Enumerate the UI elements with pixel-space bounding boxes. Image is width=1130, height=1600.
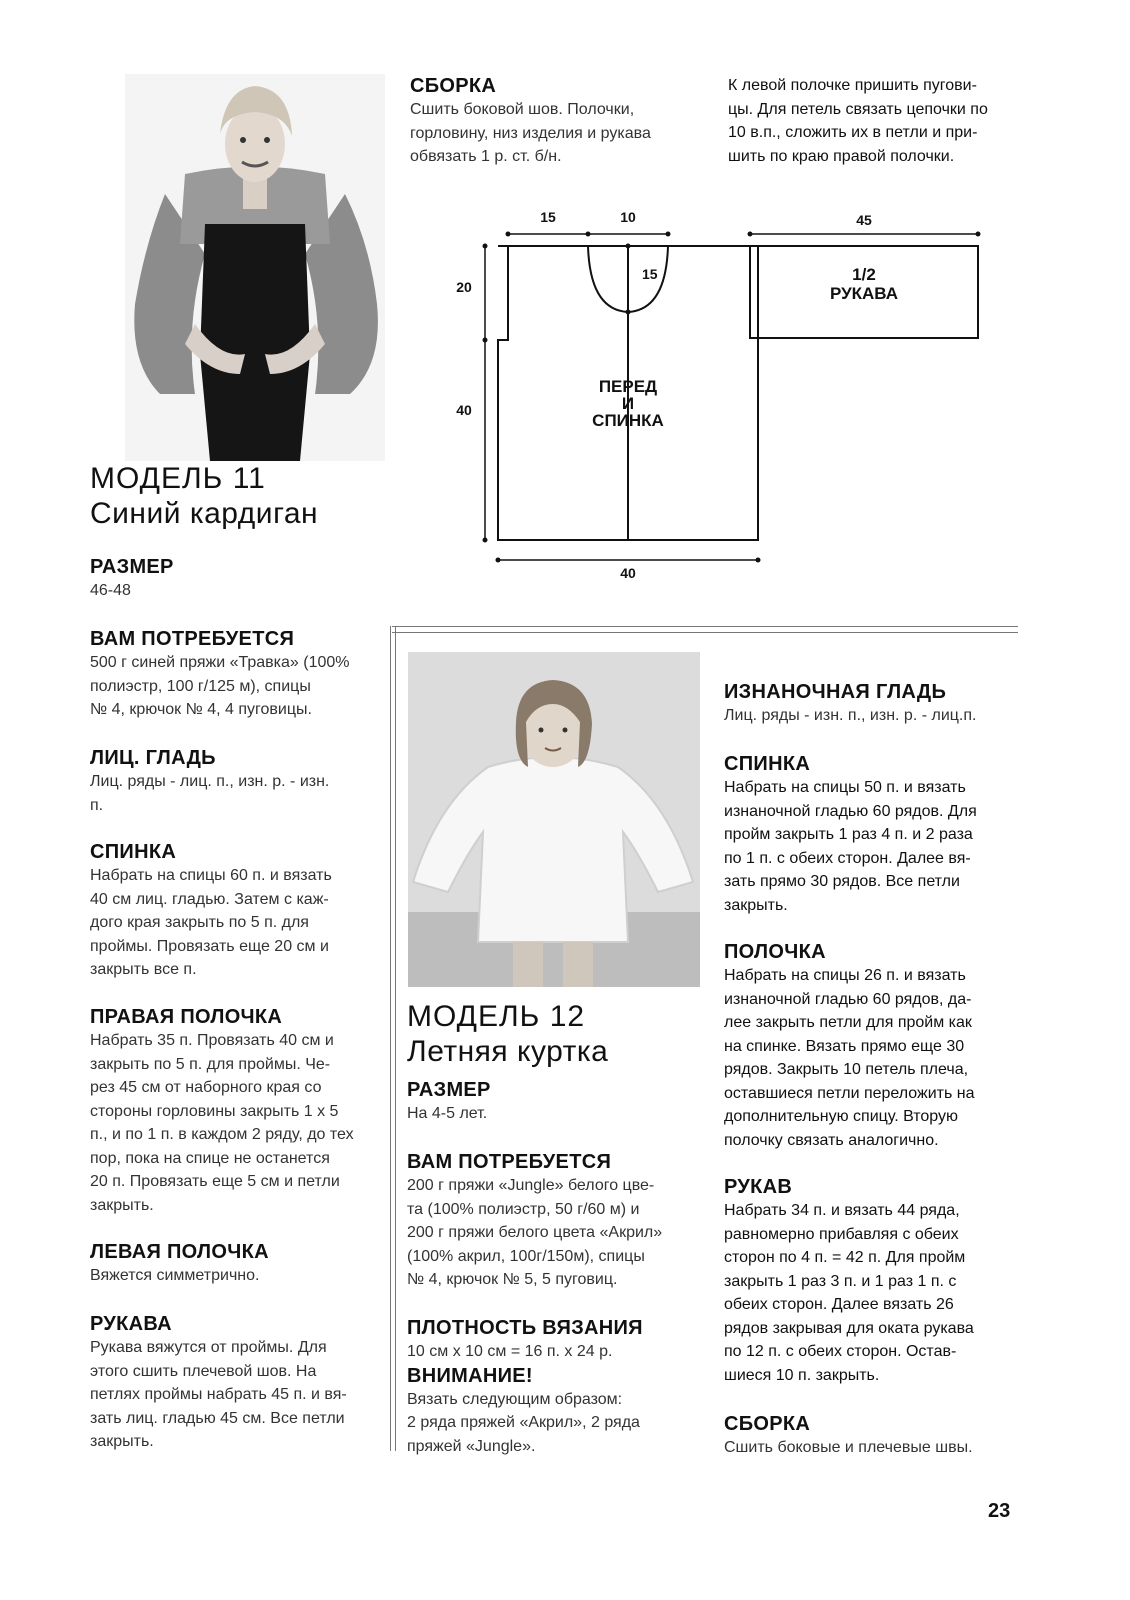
model-11-title: МОДЕЛЬ 11 bbox=[90, 462, 266, 495]
dim-top-mid: 10 bbox=[620, 209, 636, 225]
m12-size-heading: РАЗМЕР bbox=[407, 1079, 491, 1101]
materials-heading: ВАМ ПОТРЕБУЕТСЯ bbox=[90, 628, 295, 650]
stitch-heading: ЛИЦ. ГЛАДЬ bbox=[90, 747, 216, 769]
dim-upper-height: 20 bbox=[456, 279, 472, 295]
right-front-heading: ПРАВАЯ ПОЛОЧКА bbox=[90, 1006, 283, 1028]
dim-neck-depth: 15 bbox=[642, 266, 658, 282]
m12-gauge-heading: ПЛОТНОСТЬ ВЯЗАНИЯ bbox=[407, 1317, 643, 1339]
sleeve-label-word: РУКАВА bbox=[829, 284, 899, 303]
m12-reverse-stitch-text: Лиц. ряды - изн. п., изн. р. - лиц.п. bbox=[724, 707, 977, 724]
sleeves-heading: РУКАВА bbox=[90, 1313, 172, 1335]
model-11-photo bbox=[125, 74, 385, 461]
m12-materials-heading: ВАМ ПОТРЕБУЕТСЯ bbox=[407, 1151, 612, 1173]
back-heading: СПИНКА bbox=[90, 841, 177, 863]
m12-back-text: Набрать на спицы 50 п. и вязать изнаночной гладью 60 рядов. Для пройм закрыть 1 раз 4 п. и 2 раза по 1 п. с обеих сторон. Далее вя- зать прямо 30 рядов. Все петли закрыть. bbox=[724, 779, 977, 914]
right-front-text: Набрать 35 п. Провязать 40 см и закрыть по 5 п. для проймы. Че- рез 45 см от наборного края со стороны горловины закрыть 1 х 5 п., и по 1 п. в каждом 2 ряду, до тех пор, пока на спице не останется 20 п. Провязать еще 5 см и петли закрыть. bbox=[90, 1032, 354, 1214]
page-number: 23 bbox=[988, 1500, 1011, 1522]
dim-top-left: 15 bbox=[540, 209, 556, 225]
m12-front-text: Набрать на спицы 26 п. и вязать изнаночной гладью 60 рядов, да- лее закрыть петли для пройм как на спинке. Вязать прямо еще 30 рядов. Закрыть 10 петель плеча, оставшиеся петли переложить на дополнительную спицу. Вторую полочку связать аналогично. bbox=[724, 967, 975, 1149]
assembly-heading: СБОРКА bbox=[410, 75, 497, 97]
stitch-text: Лиц. ряды - лиц. п., изн. р. - изн. п. bbox=[90, 773, 330, 814]
model-11-subtitle: Синий кардиган bbox=[90, 497, 319, 530]
size-heading: РАЗМЕР bbox=[90, 556, 174, 578]
section-divider-vertical bbox=[390, 626, 396, 1451]
m12-front-heading: ПОЛОЧКА bbox=[724, 941, 826, 963]
dim-bottom-width: 40 bbox=[620, 565, 636, 581]
m12-reverse-stitch-heading: ИЗНАНОЧНАЯ ГЛАДЬ bbox=[724, 681, 947, 703]
m12-assembly-text: Сшить боковые и плечевые швы. bbox=[724, 1439, 973, 1456]
sleeve-label-fraction: 1/2 bbox=[852, 265, 876, 284]
left-front-text: Вяжется симметрично. bbox=[90, 1267, 260, 1284]
girl-in-white-jacket-illustration bbox=[408, 652, 700, 987]
m12-back-heading: СПИНКА bbox=[724, 753, 811, 775]
back-text: Набрать на спицы 60 п. и вязать 40 см лиц. гладью. Затем с каж- дого края закрыть по 5 п. для проймы. Провязать еще 20 см и закрыть все п. bbox=[90, 867, 332, 978]
body-label-back: СПИНКА bbox=[592, 411, 664, 430]
size-text: 46-48 bbox=[90, 582, 131, 599]
m12-attention-heading: ВНИМАНИЕ! bbox=[407, 1364, 533, 1387]
section-divider-horizontal bbox=[392, 626, 1018, 633]
dim-sleeve-width: 45 bbox=[856, 212, 872, 228]
dim-lower-height: 40 bbox=[456, 402, 472, 418]
m12-sleeve-heading: РУКАВ bbox=[724, 1176, 793, 1198]
body-label-and: И bbox=[621, 394, 635, 413]
woman-in-cardigan-illustration bbox=[125, 74, 385, 461]
assembly-text: Сшить боковой шов. Полочки, горловину, низ изделия и рукава обвязать 1 р. ст. б/н. bbox=[410, 101, 651, 165]
pattern-diagram bbox=[450, 200, 1010, 595]
model-12-title: МОДЕЛЬ 12 bbox=[407, 1000, 586, 1033]
m12-sleeve-text: Набрать 34 п. и вязать 44 ряда, равномерно прибавляя с обеих сторон по 4 п. = 42 п. Для пройм закрыть 1 раз 3 п. и 1 раз 1 п. с обеих сторон. Далее вязать 26 рядов закрывая для оката рукава по 12 п. с обеих сторон. Остав- шиеся 10 п. закрыть. bbox=[724, 1202, 974, 1384]
assembly-continued-text: К левой полочке пришить пугови- цы. Для петель связать цепочки по 10 в.п., сложить их в петли и при- шить по краю правой полочки. bbox=[728, 77, 988, 165]
m12-materials-text: 200 г пряжи «Jungle» белого цве- та (100% полиэстр, 50 г/60 м) и 200 г пряжи белого цвета «Акрил» (100% акрил, 100г/150м), спицы № 4, крючок № 5, 5 пуговиц. bbox=[407, 1177, 663, 1288]
left-front-heading: ЛЕВАЯ ПОЛОЧКА bbox=[90, 1241, 269, 1263]
sleeves-text: Рукава вяжутся от проймы. Для этого сшить плечевой шов. На петлях проймы набрать 45 п. и вя- зать лиц. гладью 45 см. Все петли закрыть. bbox=[90, 1339, 347, 1450]
m12-attention-text: Вязать следующим образом: 2 ряда пряжей «Акрил», 2 ряда пряжей «Jungle». bbox=[407, 1390, 640, 1455]
body-label-front: ПЕРЕД bbox=[598, 377, 658, 396]
materials-text: 500 г синей пряжи «Травка» (100% полиэстр, 100 г/125 м), спицы № 4, крючок № 4, 4 пуговицы. bbox=[90, 654, 350, 718]
m12-size-text: На 4-5 лет. bbox=[407, 1105, 488, 1122]
m12-assembly-heading: СБОРКА bbox=[724, 1413, 811, 1435]
model-12-subtitle: Летняя куртка bbox=[407, 1035, 609, 1068]
m12-gauge-text: 10 см х 10 см = 16 п. х 24 р. bbox=[407, 1343, 613, 1360]
model-12-photo bbox=[408, 652, 700, 987]
